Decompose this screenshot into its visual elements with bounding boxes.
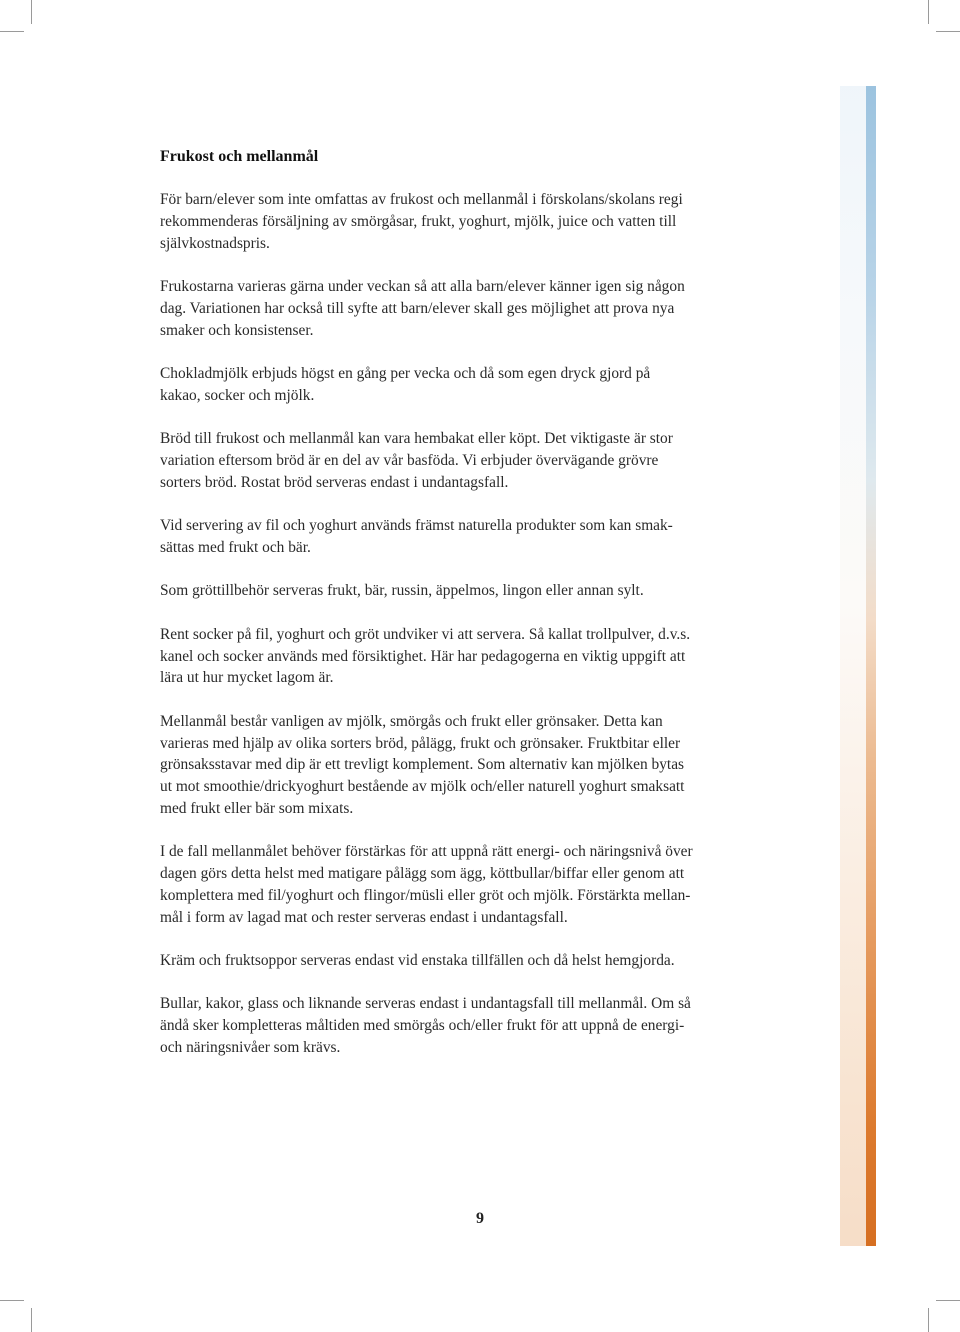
paragraph-line: I de fall mellanmålet behöver förstärkas för att uppnå rätt energi- och näringsnivå över bbox=[160, 843, 693, 861]
paragraph-line: varieras med hjälp av olika sorters bröd, pålägg, frukt och grönsaker. Fruktbitar eller bbox=[160, 734, 681, 752]
paragraph-line: lära ut hur mycket lagom är. bbox=[160, 669, 334, 687]
paragraph-line: Som gröttillbehör serveras frukt, bär, russin, äppelmos, lingon eller annan sylt. bbox=[160, 582, 644, 600]
paragraph-line: sorters bröd. Rostat bröd serveras endast i undantagsfall. bbox=[160, 473, 509, 491]
paragraph bbox=[160, 993, 800, 1058]
paragraph-line: Kräm och fruktsoppor serveras endast vid enstaka tillfällen och då helst hemgjorda. bbox=[160, 952, 675, 970]
paragraph bbox=[160, 189, 800, 254]
paragraph-line: grönsaksstavar med dip är ett trevligt komplement. Som alternativ kan mjölken bytas bbox=[160, 756, 685, 774]
paragraph bbox=[160, 624, 800, 689]
crop-mark-bottom-right-h bbox=[936, 1300, 960, 1301]
page-number: 9 bbox=[476, 1210, 484, 1227]
paragraph-line: mål i form av lagad mat och rester serveras endast i undantagsfall. bbox=[160, 908, 568, 926]
paragraph-line: sättas med frukt och bär. bbox=[160, 538, 311, 556]
crop-mark-bottom-left bbox=[31, 1308, 32, 1332]
crop-mark-top-left-h bbox=[0, 31, 24, 32]
page-content bbox=[160, 146, 800, 1080]
paragraph bbox=[160, 580, 800, 602]
paragraph-line: Bröd till frukost och mellanmål kan vara hembakat eller köpt. Det viktigaste är stor bbox=[160, 430, 673, 448]
paragraph-line: dag. Variationen har också till syfte att barn/elever skall ges möjlighet att prova nya bbox=[160, 299, 675, 317]
paragraph-line: kakao, socker och mjölk. bbox=[160, 386, 315, 404]
paragraph-line: Vid servering av fil och yoghurt används främst naturella produkter som kan smak- bbox=[160, 517, 673, 535]
paragraph-line: med frukt eller bär som mixats. bbox=[160, 799, 354, 817]
body-text bbox=[160, 189, 800, 1059]
decorative-gradient-band bbox=[840, 86, 866, 1246]
paragraph-line: självkostnadspris. bbox=[160, 234, 270, 252]
paragraph-line: ändå sker kompletteras måltiden med smörgås och/eller frukt för att uppnå de energi- bbox=[160, 1017, 685, 1035]
crop-mark-bottom-left-h bbox=[0, 1300, 24, 1301]
paragraph-line: kanel och socker används med försiktighet. Här har pedagogerna en viktig uppgift att bbox=[160, 647, 686, 665]
paragraph-line: variation eftersom bröd är en del av vår basföda. Vi erbjuder övervägande grövre bbox=[160, 451, 659, 469]
crop-mark-top-right-h bbox=[936, 31, 960, 32]
crop-mark-bottom-right bbox=[928, 1308, 929, 1332]
paragraph-line: Frukostarna varieras gärna under veckan så att alla barn/elever känner igen sig någon bbox=[160, 277, 685, 295]
paragraph-line: Chokladmjölk erbjuds högst en gång per vecka och då som egen dryck gjord på bbox=[160, 364, 651, 382]
paragraph-line: ut mot smoothie/drickyoghurt bestående av mjölk och/eller naturell yoghurt smaksatt bbox=[160, 778, 685, 796]
paragraph-line: Bullar, kakor, glass och liknande serveras endast i undantagsfall till mellanmål. Om så bbox=[160, 995, 691, 1013]
paragraph-line: Rent socker på fil, yoghurt och gröt undviker vi att servera. Så kallat trollpulver, d.v.s. bbox=[160, 625, 691, 643]
crop-mark-top-left bbox=[31, 0, 32, 24]
paragraph bbox=[160, 276, 800, 341]
paragraph bbox=[160, 363, 800, 407]
paragraph bbox=[160, 428, 800, 493]
paragraph bbox=[160, 515, 800, 559]
paragraph bbox=[160, 711, 800, 820]
paragraph-line: komplettera med fil/yoghurt och flingor/müsli eller gröt och mjölk. Förstärkta mellan- bbox=[160, 886, 691, 904]
paragraph-line: För barn/elever som inte omfattas av frukost och mellanmål i förskolans/skolans regi bbox=[160, 191, 683, 208]
decorative-gradient-stripe bbox=[866, 86, 876, 1246]
paragraph-line: rekommenderas försäljning av smörgåsar, frukt, yoghurt, mjölk, juice och vatten till bbox=[160, 212, 677, 230]
paragraph bbox=[160, 950, 800, 972]
paragraph-line: dagen görs detta helst med matigare pålägg som ägg, köttbullar/biffar eller genom att bbox=[160, 865, 685, 883]
paragraph bbox=[160, 841, 800, 928]
paragraph-line: Mellanmål består vanligen av mjölk, smörgås och frukt eller grönsaker. Detta kan bbox=[160, 712, 663, 730]
section-heading: Frukost och mellanmål bbox=[160, 148, 319, 165]
paragraph-line: och näringsnivåer som krävs. bbox=[160, 1039, 341, 1057]
paragraph-line: smaker och konsistenser. bbox=[160, 321, 314, 339]
crop-mark-top-right bbox=[928, 0, 929, 24]
